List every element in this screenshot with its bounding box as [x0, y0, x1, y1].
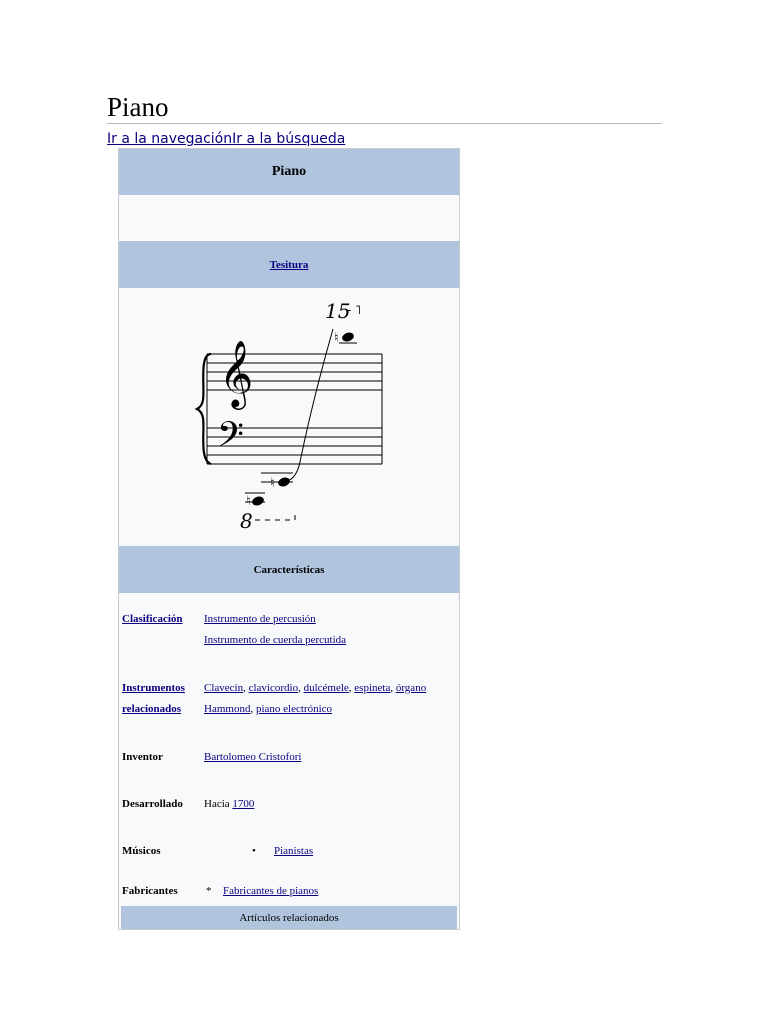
infobox: [118, 148, 460, 930]
characteristics-header: Características: [119, 546, 459, 593]
related-instrument-link[interactable]: dulcémele: [303, 682, 349, 694]
related-instrument-link[interactable]: clavicordio: [248, 682, 299, 694]
jump-links: [107, 130, 345, 148]
related-instrument-link[interactable]: Clavecín: [204, 682, 244, 694]
svg-text:♮: ♮: [334, 331, 339, 346]
page-title: Piano: [107, 92, 169, 122]
related-label-link[interactable]: Instrumentos: [122, 682, 185, 694]
svg-text:♮: ♮: [246, 494, 251, 509]
piano-range-notation-image: [119, 288, 459, 546]
related-instruments-values: Clavecín, clavicordio, dulcémele, espineta, órgano Hammond, piano electrónico: [204, 682, 427, 715]
svg-text:- ˥: - ˥: [347, 303, 362, 317]
lower-octave-mark: 8: [240, 509, 253, 533]
inventor-label: Inventor: [122, 751, 163, 763]
jump-to-search-link[interactable]: Ir a la búsqueda: [232, 131, 346, 147]
related-instrument-link[interactable]: Hammond: [204, 703, 251, 715]
classification-label[interactable]: Clasificación: [122, 613, 183, 625]
makers-bullet: *: [206, 885, 212, 897]
year-link[interactable]: 1700: [232, 798, 255, 810]
related-label-link[interactable]: relacionados: [122, 703, 182, 715]
bullet-icon: •: [252, 845, 256, 857]
jump-to-navigation-link[interactable]: Ir a la navegación: [107, 131, 233, 147]
makers-label: Fabricantes: [122, 885, 178, 897]
related-instruments-label[interactable]: [122, 678, 198, 720]
infobox-title: Piano: [119, 149, 459, 195]
title-divider: [107, 123, 662, 124]
infobox-image-placeholder: [119, 195, 459, 241]
classification-value-link[interactable]: Instrumento de cuerda percutida: [204, 634, 347, 646]
svg-text:𝄞: 𝄞: [219, 339, 254, 407]
piano-range-score: [119, 288, 459, 546]
related-articles-bar: Artículos relacionados: [121, 906, 457, 930]
related-instrument-link[interactable]: órgano: [395, 682, 427, 694]
classification-value-link[interactable]: Instrumento de percusión: [204, 613, 316, 625]
piano-makers-link[interactable]: Fabricantes de pianos: [223, 885, 319, 897]
related-instrument-link[interactable]: espineta: [354, 682, 391, 694]
svg-text:♮: ♮: [270, 476, 275, 491]
range-header: [119, 241, 459, 288]
developed-label: Desarrollado: [122, 798, 183, 810]
inventor-link[interactable]: Bartolomeo Cristofori: [204, 751, 302, 763]
musicians-label: Músicos: [122, 845, 161, 857]
developed-prefix: Hacia: [204, 798, 230, 810]
svg-text:𝄢: 𝄢: [217, 414, 245, 463]
upper-octave-mark: 15: [325, 299, 351, 323]
range-link[interactable]: Tesitura: [269, 258, 309, 271]
classification-values: [204, 609, 454, 651]
pianists-link[interactable]: Pianistas: [274, 845, 314, 857]
related-instrument-link[interactable]: piano electrónico: [255, 703, 333, 715]
